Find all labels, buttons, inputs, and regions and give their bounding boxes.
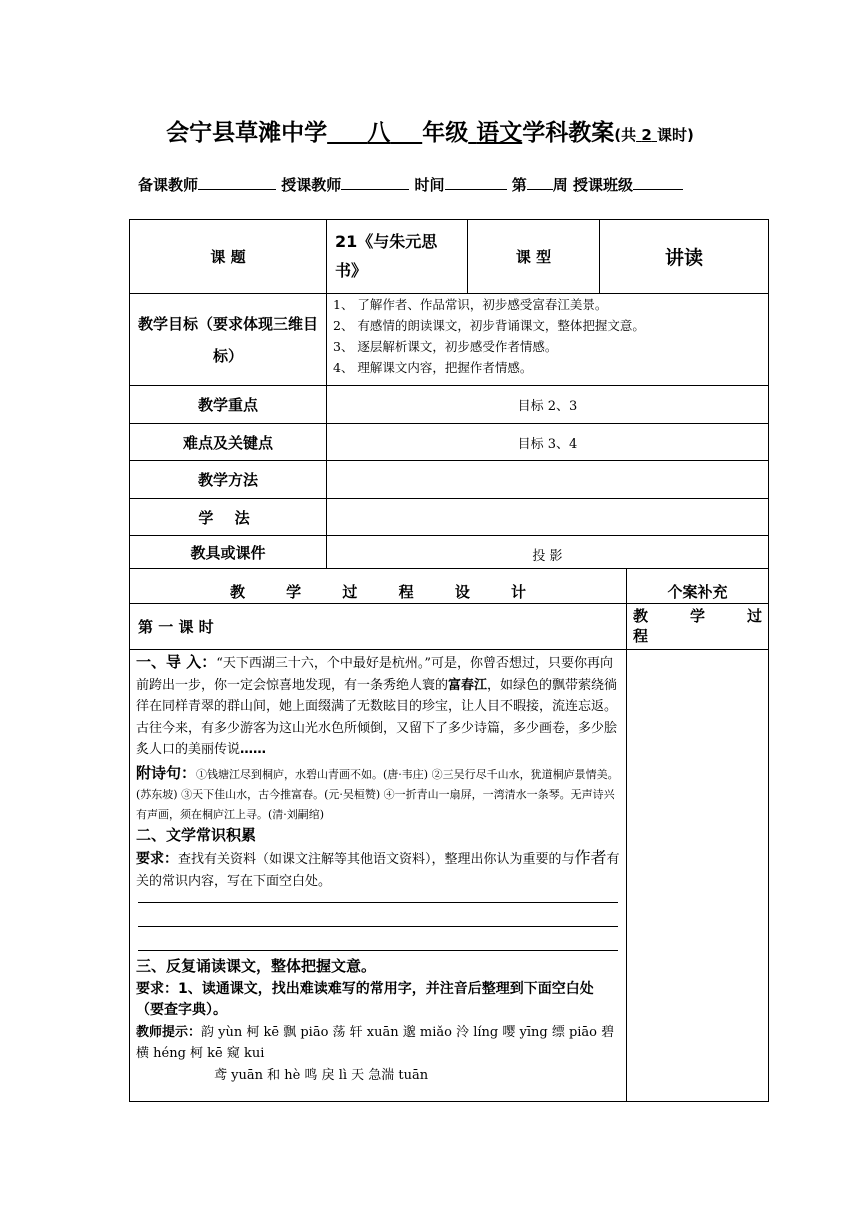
page-title [0,114,860,147]
week-suffix: 周 [552,176,568,194]
grade-suffix: 年级 [422,120,469,146]
teach-teacher-label: 授课教师 [281,176,342,194]
type-label: 课 型 [467,219,600,294]
grade-value: 八 [367,120,391,146]
week-field[interactable] [527,175,553,190]
subject-suffix: 学科教案 [522,120,615,146]
goals-cell [326,293,769,386]
intro-paragraph: 一、导 入：“天下西湖三十六，个中最好是杭州。”可是，你曾否想过，只要你再向前跨出一步，你一定会惊喜地发现，有一条秀绝人寰的富春江，如绿色的飘带萦绕徜徉在同样青翠的群山间，她上面缀满了无数眩目的珍宝，让人目不暇接，流连忘返。古往今来，有多少游客为这山光水色所倾倒，又留下了多少诗篇，多少画卷，多少脍炙人口的美丽传说…… [136,653,618,757]
supplement-sub: 教 学 过 程 [626,603,769,650]
lesson-content [129,649,627,1102]
prep-teacher-field[interactable] [198,175,276,190]
method-label: 教学方法 [129,460,327,499]
answer-line-1[interactable] [138,902,618,903]
topic-value: 21《与朱元思书》 [335,232,438,280]
prep-teacher-label: 备课教师 [138,176,199,194]
time-field[interactable] [445,175,507,190]
section-2-requirement: 要求：查找有关资料（如课文注解等其他语文资料），整理出你认为重要的与作者有关的常识内容，写在下面空白处。 [136,848,620,889]
difficulty-value: 目标 3、4 [326,423,769,461]
periods: (共 2 课时) [614,126,694,144]
topic-value-cell [326,219,468,294]
difficulty-label: 难点及关键点 [129,423,327,461]
lesson-label: 第 一 课 时 [129,603,627,650]
supplement-header: 个案补充 [626,568,769,604]
time-label: 时间 [414,176,445,194]
process-header: 教 学 过 程 设 计 [129,568,627,604]
goals-label: 教学目标（要求体现三维目标） [129,293,327,386]
goal-3: 3、 逐层解析课文，初步感受作者情感。 [333,339,558,354]
goal-4: 4、 理解课文内容，把握作者情感。 [333,360,533,375]
class-label: 授课班级 [573,176,634,194]
tools-value: 投 影 [326,535,769,569]
header-info-line [138,174,683,195]
focus-label: 教学重点 [129,385,327,424]
answer-line-2[interactable] [138,926,618,927]
teach-teacher-field[interactable] [341,175,409,190]
poem-paragraph: 附诗句：①钱塘江尽到桐庐，水碧山青画不如。(唐·韦庄) ②三吴行尽千山水，犹道桐庐景情美。(苏东坡) ③天下佳山水，古今推富春。(元·吴桓赞) ④一折青山一扇屏，一湾清水一条琴。无声诗兴有声画，须在桐庐江上寻。(清·刘嗣绾) [136,763,619,821]
section-3: 三、反复诵读课文，整体把握文意。 [136,957,377,975]
goal-2: 2、 有感情的朗读课文，初步背诵课文，整体把握文意。 [333,318,645,333]
class-field[interactable] [633,175,683,190]
type-value: 讲读 [599,219,769,294]
section-2: 二、文学常识积累 [136,825,257,844]
method-value [326,460,769,499]
goal-1: 1、 了解作者、作品常识，初步感受富春江美景。 [333,297,608,312]
topic-label: 课 题 [129,219,327,294]
study-label: 学 法 [129,498,327,536]
section-3-requirement: 要求：1、读通课文，找出难读难写的常用字，并注音后整理到下面空白处（要查字典）。 [136,980,594,1018]
subject-value: 语文 [476,120,523,146]
teacher-hint-line2: 鸢 yuān 和 hè 鸣 戾 lì 天 急湍 tuān [214,1067,429,1083]
teacher-hint: 教师提示：韵 yùn 柯 kē 飘 piāo 荡 轩 xuān 邈 miǎo 泠 líng 嘤 yīng 缥 piāo 碧 横 héng 柯 kē 窥 kui [136,1024,615,1061]
school-name: 会宁县草滩中学 [166,120,328,146]
week-prefix: 第 [511,176,527,194]
focus-value: 目标 2、3 [326,385,769,424]
study-value [326,498,769,536]
tools-label: 教具或课件 [129,535,327,569]
supplement-content[interactable] [626,649,769,1102]
